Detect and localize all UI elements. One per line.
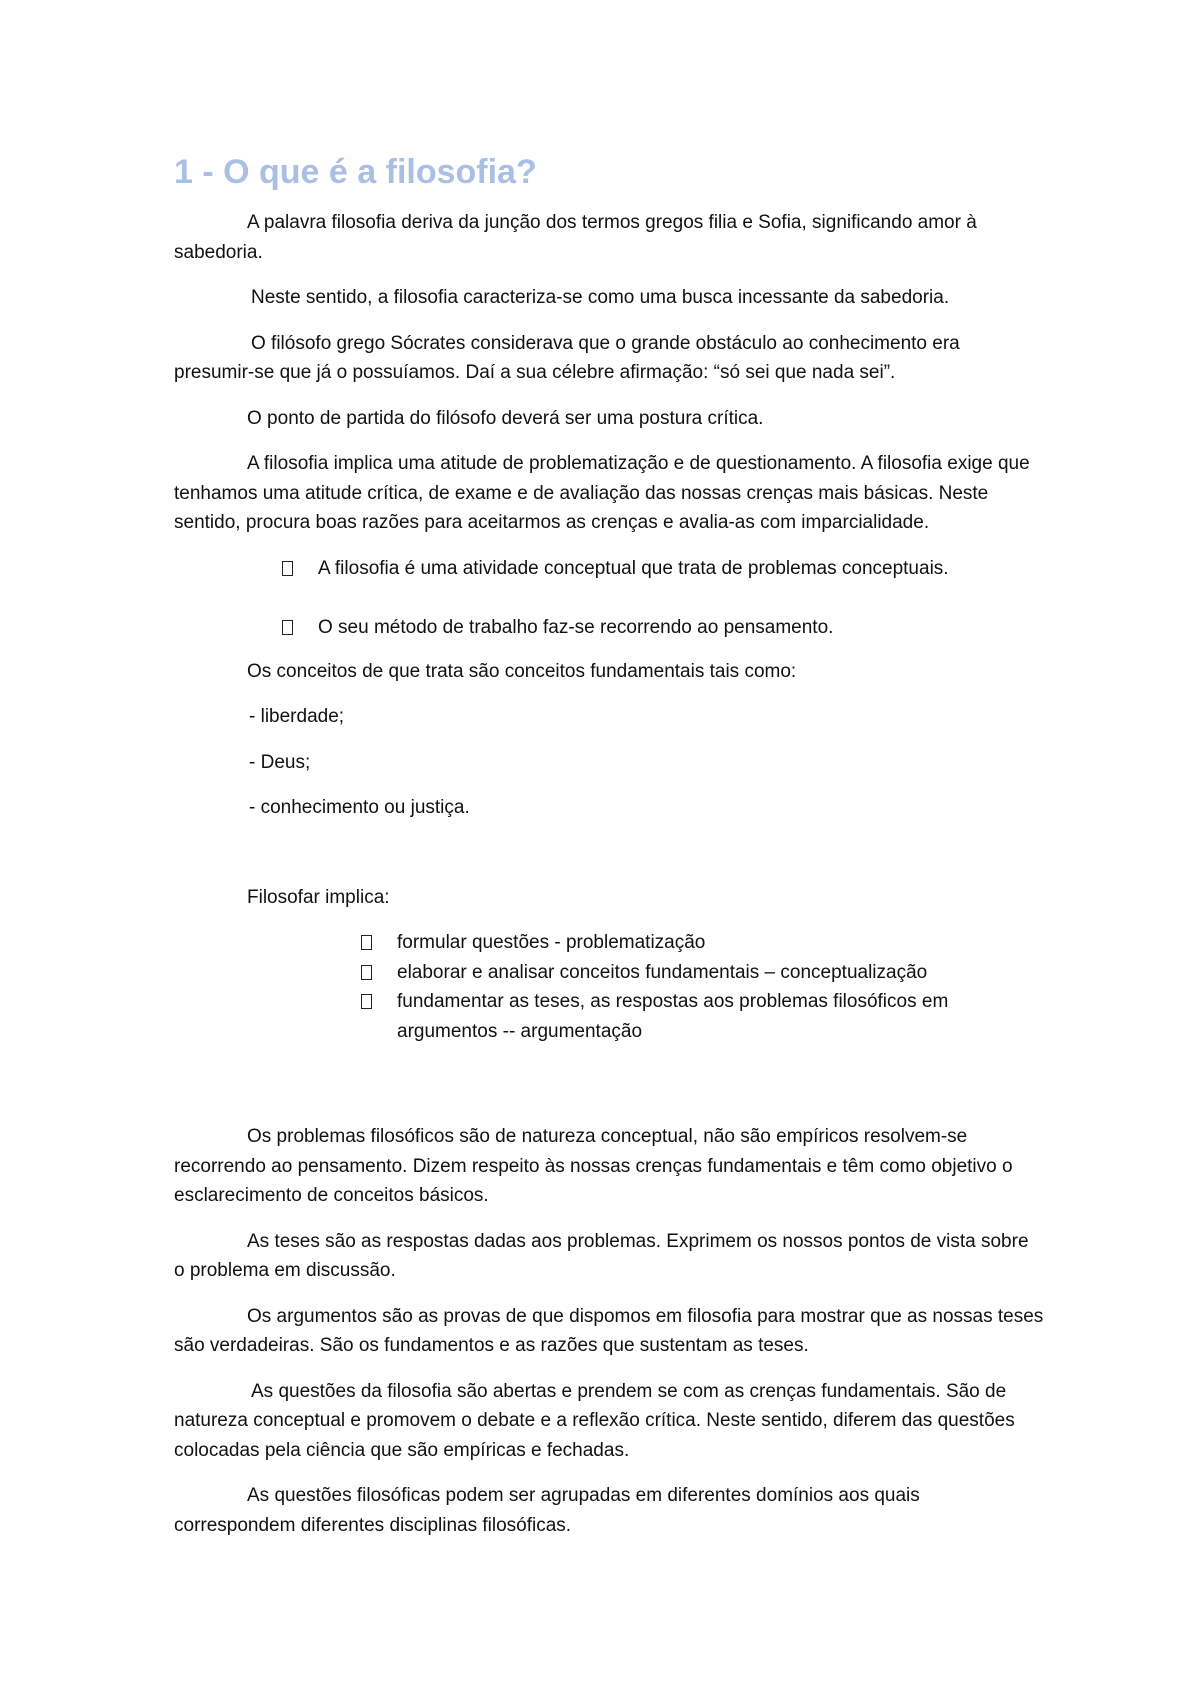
checklist [361, 928, 1044, 1046]
square-bullet-icon [361, 994, 372, 1009]
paragraph: As questões da filosofia são abertas e prendem se com as crenças fundamentais. São de natureza conceptual e promovem o debate e a reflexão crítica. Neste sentido, diferem das questões colocadas pela ciência que são empíricas e fechadas. [174, 1380, 1015, 1461]
list-text: fundamentar as teses, as respostas aos problemas filosóficos em argumentos -- argumentação [397, 991, 949, 1042]
list-item [361, 928, 1044, 958]
square-bullet-icon [282, 620, 293, 635]
bullet-text: A filosofia é uma atividade conceptual que trata de problemas conceptuais. [318, 557, 949, 579]
bullet-item [282, 554, 1044, 584]
square-bullet-icon [282, 561, 293, 576]
paragraph: Os argumentos são as provas de que dispomos em filosofia para mostrar que as nossas teses são verdadeiras. São os fundamentos e as razões que sustentam as teses. [174, 1305, 1044, 1356]
paragraph: Filosofar implica: [247, 886, 390, 908]
list-text: formular questões - problematização [397, 932, 706, 953]
bullet-item [282, 613, 1044, 643]
paragraph: A filosofia implica uma atitude de problematização e de questionamento. A filosofia exige que tenhamos uma atitude crítica, de exame e de avaliação das nossas crenças mais básicas. Neste sentido, procura boas razões para aceitarmos as crenças e avalia-as com imparcialidade. [174, 453, 1030, 533]
bullet-text: O seu método de trabalho faz-se recorrendo ao pensamento. [318, 617, 834, 638]
paragraph: O filósofo grego Sócrates considerava que o grande obstáculo ao conhecimento era presumir-se que já o possuíamos. Daí a sua célebre afirmação: “só sei que nada sei”. [174, 332, 960, 383]
paragraph: Os problemas filosóficos são de natureza conceptual, não são empíricos resolvem-se recorrendo ao pensamento. Dizem respeito às nossas crenças fundamentais e têm como objetivo o esclarecimento de conceitos básicos. [174, 1126, 1013, 1206]
square-bullet-icon [361, 935, 372, 950]
paragraph: As teses são as respostas dadas aos problemas. Exprimem os nossos pontos de vista sobre o problema em discussão. [174, 1230, 1029, 1281]
list-item [361, 987, 1044, 1046]
paragraph: Neste sentido, a filosofia caracteriza-se como uma busca incessante da sabedoria. [251, 287, 950, 308]
list-text: elaborar e analisar conceitos fundamentais – conceptualização [397, 961, 928, 983]
paragraph: Os conceitos de que trata são conceitos fundamentais tais como: [247, 660, 797, 682]
list-item [361, 958, 1044, 988]
square-bullet-icon [361, 965, 372, 980]
paragraph: A palavra filosofia deriva da junção dos termos gregos filia e Sofia, significando amor à sabedoria. [174, 212, 977, 263]
list-item: - Deus; [249, 751, 311, 773]
page-title: 1 - O que é a filosofia? [174, 153, 537, 191]
document-body [174, 150, 1044, 1556]
list-item: - liberdade; [249, 706, 345, 727]
paragraph: As questões filosóficas podem ser agrupadas em diferentes domínios aos quais correspondem diferentes disciplinas filosóficas. [174, 1485, 920, 1536]
list-item: - conhecimento ou justiça. [249, 797, 470, 818]
paragraph: O ponto de partida do filósofo deverá ser uma postura crítica. [247, 407, 764, 429]
